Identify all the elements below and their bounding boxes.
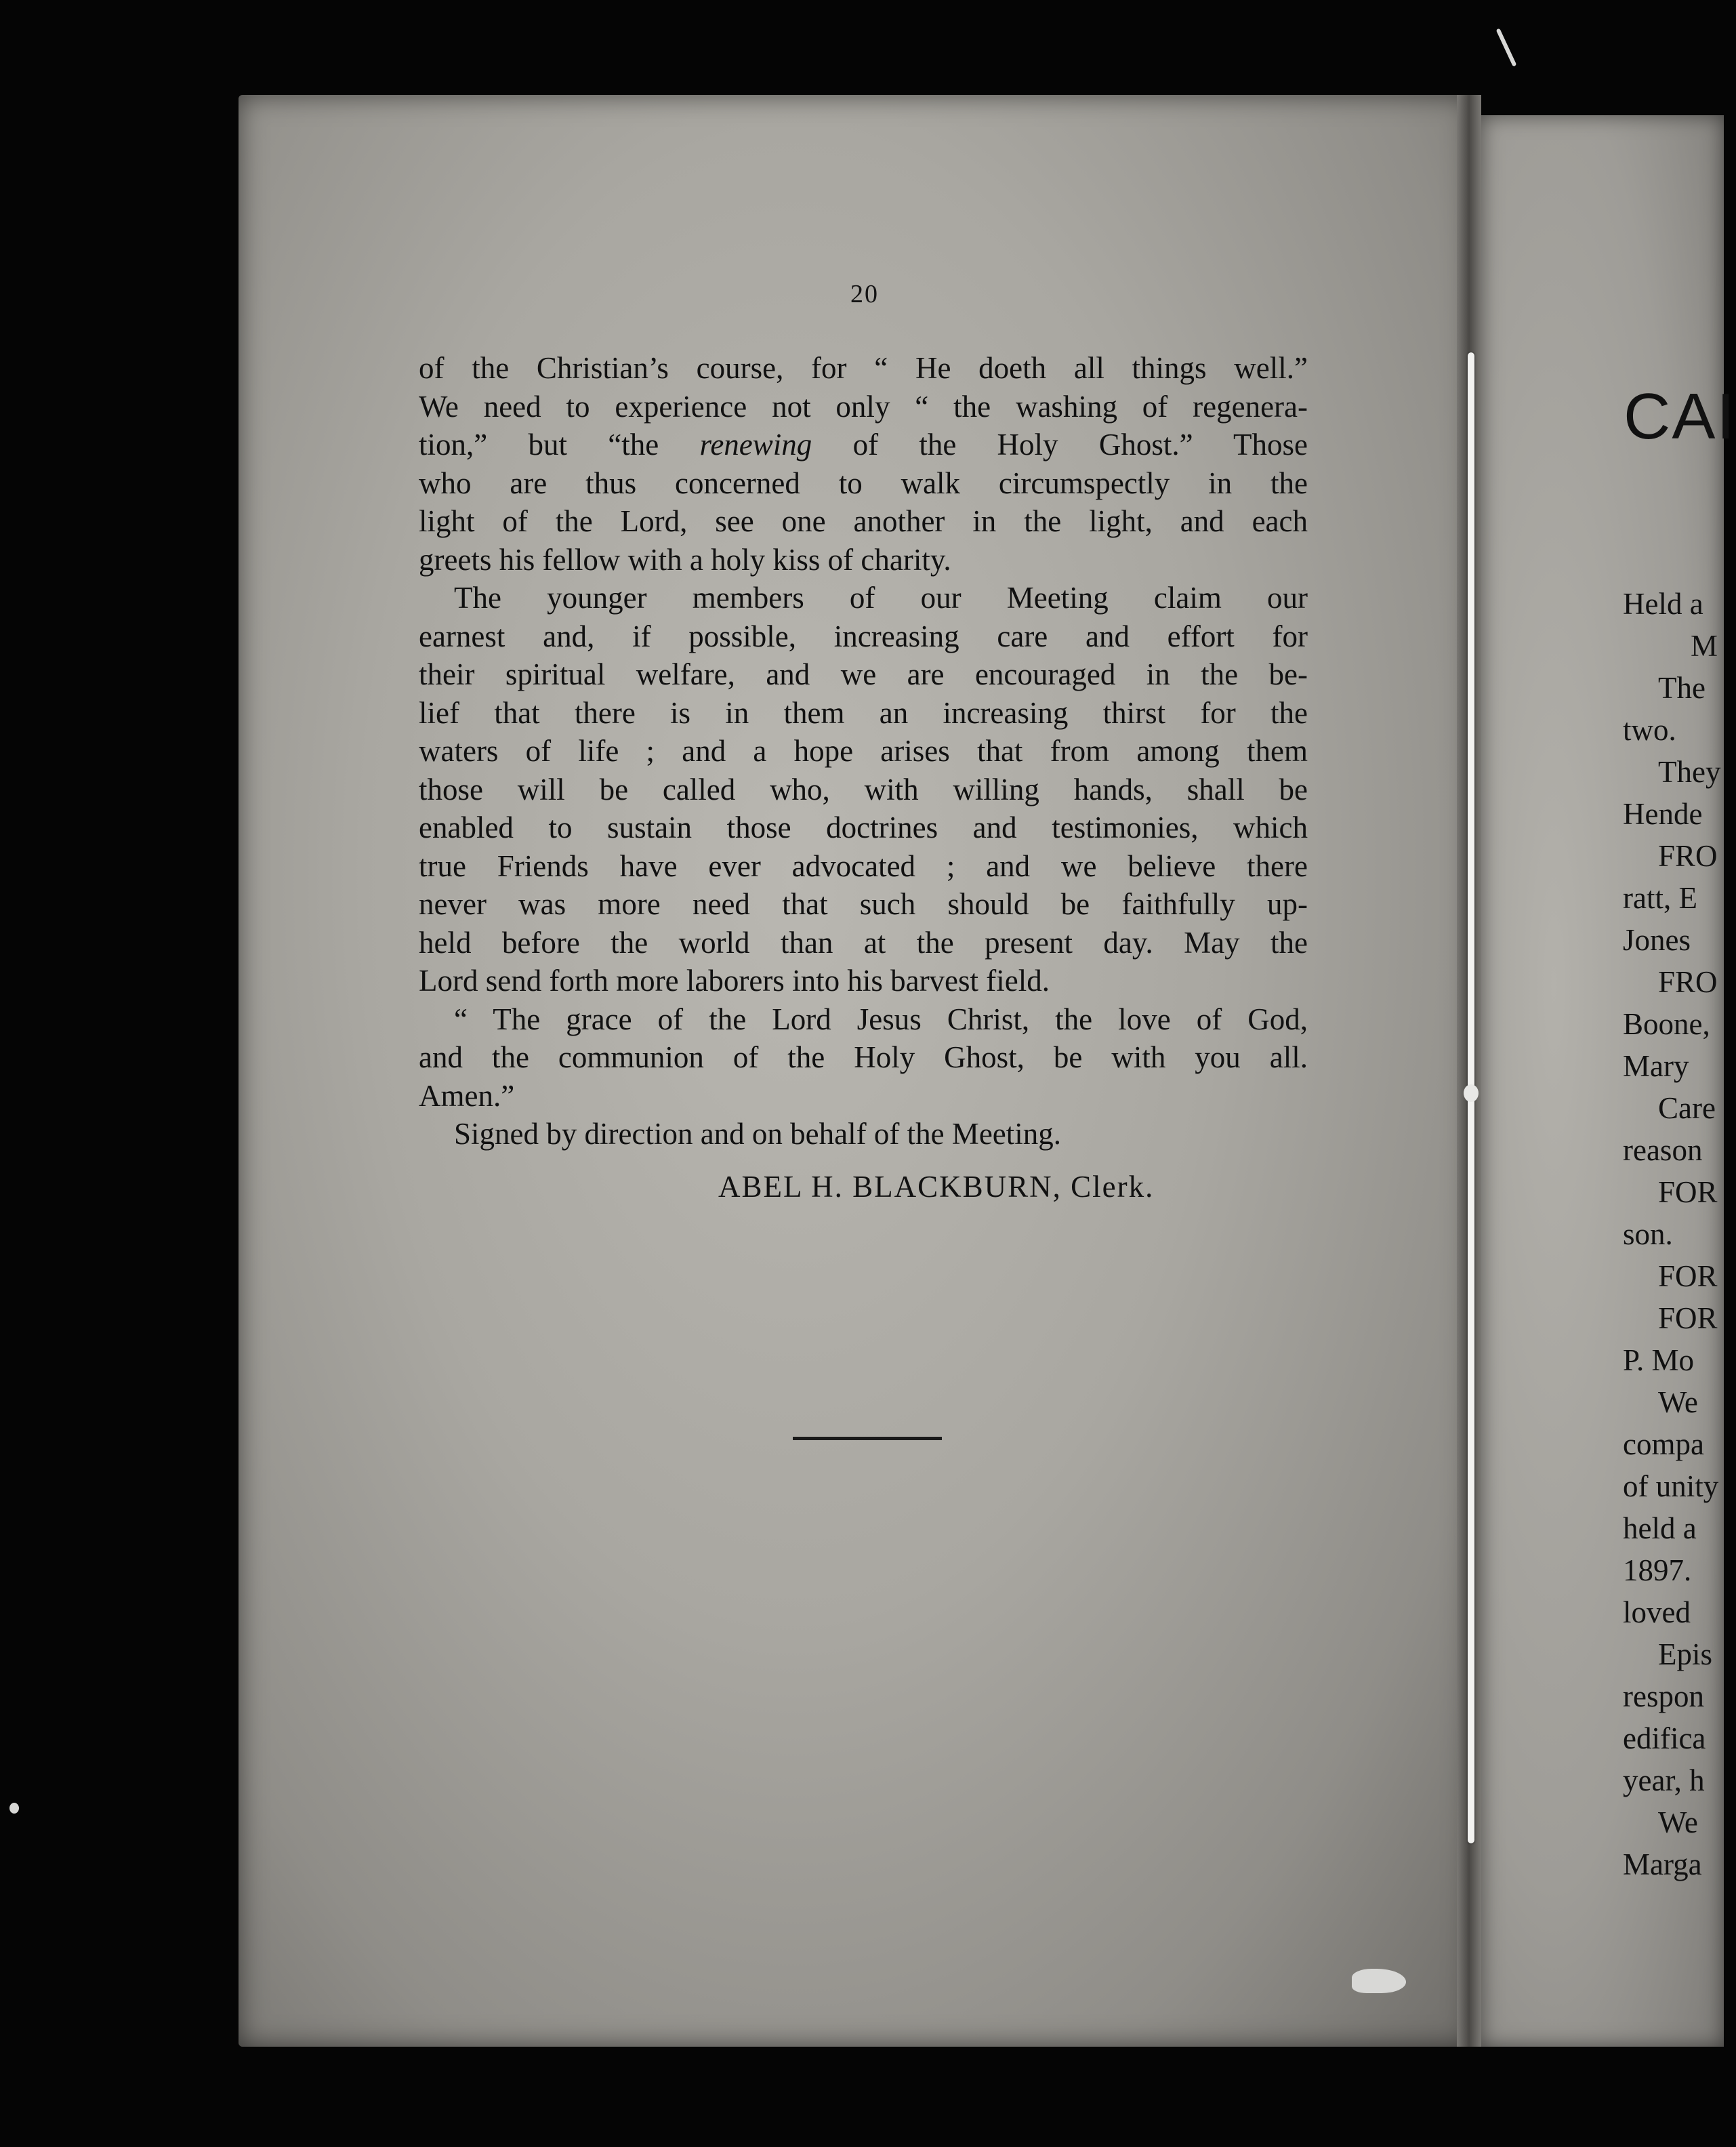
- film-speck: [9, 1803, 19, 1814]
- text-line: Hende: [1623, 797, 1703, 831]
- text-line: and the communion of the Holy Ghost, be with you all.: [419, 1040, 1308, 1074]
- text-line: earnest and, if possible, increasing care and effort for: [419, 619, 1308, 653]
- text-line: We: [1658, 1385, 1698, 1419]
- end-rule: [793, 1437, 942, 1440]
- text-line: ratt, E: [1623, 881, 1697, 915]
- text-line: two.: [1623, 713, 1676, 747]
- text-line: their spiritual welfare, and we are encouraged in the be-: [419, 657, 1308, 691]
- text-line: lief that there is in them an increasing thirst for the: [419, 695, 1308, 730]
- text-line: waters of life ; and a hope arises that from among them: [419, 734, 1308, 768]
- film-speck: [1496, 28, 1517, 67]
- text-line: Lord send forth more laborers into his barvest field.: [419, 964, 1050, 998]
- text-line: FRO: [1658, 839, 1718, 873]
- text-line: who are thus concerned to walk circumspectly in the: [419, 466, 1308, 500]
- text-line: Boone,: [1623, 1007, 1710, 1041]
- text-line: Signed by direction and on behalf of the Meeting.: [454, 1117, 1062, 1151]
- text-line: respon: [1623, 1679, 1704, 1713]
- text-line: Epis: [1658, 1637, 1713, 1671]
- text-line: Held a: [1623, 587, 1703, 621]
- text-line: P. Mo: [1623, 1343, 1695, 1377]
- text-line: held before the world than at the present day. May the: [419, 925, 1308, 960]
- text-line: We: [1658, 1805, 1698, 1839]
- text-line: Care: [1658, 1091, 1716, 1125]
- text-line: tion,” but “the renewing of the Holy Ghost.” Those: [419, 428, 1308, 462]
- text-line: Mary: [1623, 1049, 1689, 1083]
- epistle-body: [419, 349, 1308, 1153]
- text-line: never was more need that such should be faithfully up-: [419, 887, 1308, 921]
- text-line: year, h: [1623, 1763, 1705, 1797]
- text-line: “ The grace of the Lord Jesus Christ, the love of God,: [454, 1002, 1308, 1036]
- text-line: light of the Lord, see one another in the light, and each: [419, 504, 1308, 538]
- text-line: The: [1658, 671, 1706, 705]
- text-line: They: [1658, 755, 1721, 789]
- text-line: The younger members of our Meeting claim our: [454, 581, 1308, 615]
- emphasis-renewing: renewing: [699, 428, 812, 462]
- text-line: enabled to sustain those doctrines and testimonies, which: [419, 811, 1308, 844]
- text-line: FOR: [1658, 1175, 1718, 1209]
- right-page-title: CAI: [1624, 380, 1736, 453]
- page-number: 20: [850, 280, 879, 308]
- text-line: true Friends have ever advocated ; and we believe there: [419, 848, 1308, 883]
- text-line: of the Christian’s course, for “ He doeth all things well.”: [419, 351, 1308, 385]
- clerk-signature: ABEL H. BLACKBURN, Clerk.: [718, 1170, 1155, 1204]
- gutter-rule-knot: [1464, 1084, 1479, 1102]
- text-line: compa: [1623, 1427, 1704, 1461]
- text-line: Marga: [1623, 1847, 1702, 1881]
- text-line: greets his fellow with a holy kiss of charity.: [419, 542, 951, 577]
- text-line: son.: [1623, 1217, 1673, 1251]
- text-line: We need to experience not only “ the washing of regenera-: [419, 389, 1308, 424]
- text-line: those will be called who, with willing hands, shall be: [419, 772, 1308, 806]
- text-line: reason: [1623, 1133, 1703, 1167]
- text-line: of unity: [1623, 1469, 1719, 1503]
- text-line: loved: [1623, 1595, 1691, 1629]
- text-line: FOR: [1658, 1301, 1718, 1335]
- right-page-text: [1623, 583, 1720, 1885]
- text-line: edifica: [1623, 1721, 1706, 1755]
- film-speck: [1352, 1969, 1406, 1993]
- text-line: held a: [1623, 1511, 1697, 1545]
- text-line: Jones: [1623, 923, 1691, 957]
- text-line: 1897.: [1623, 1553, 1692, 1587]
- text-line: FRO: [1658, 965, 1718, 999]
- text-line: M: [1691, 629, 1718, 663]
- text-line: Amen.”: [419, 1078, 515, 1113]
- text-line: FOR: [1658, 1259, 1718, 1293]
